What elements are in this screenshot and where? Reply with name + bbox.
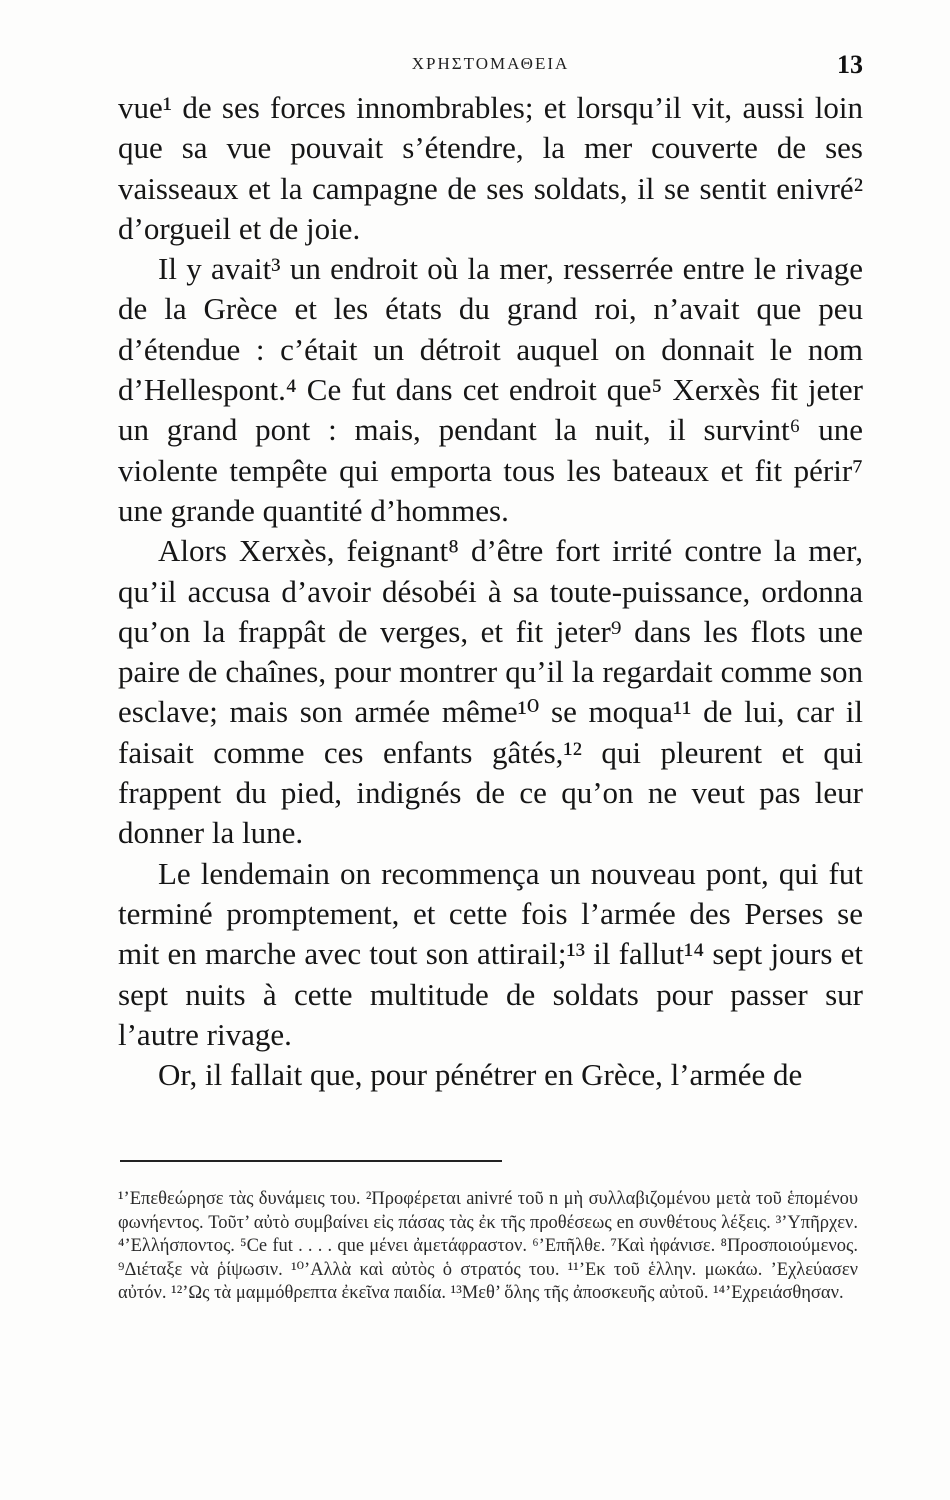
running-head: ΧΡΗΣΤΟΜΑΘΕΙΑ xyxy=(411,54,570,73)
main-text xyxy=(118,88,863,1095)
paragraph: Le lendemain on recommença un nouveau pont, qui fut terminé promptement, et cette fois l’armée des Perses se mit en marche avec tout son attirail;¹³ il fallut¹⁴ sept jours et sept nuits à cette multitude de soldats pour passer sur l’autre rivage. xyxy=(118,855,863,1052)
paragraph: Alors Xerxès, feignant⁸ d’être fort irrité contre la mer, qu’il accusa d’avoir désobéi à sa toute-puissance, ordonna qu’on la frappât de verges, et fit jeter⁹ dans les flots une paire de chaînes, pour montrer qu’il la regardait comme son esclave; mais son armée même¹⁰ se moqua¹¹ de lui, car il faisait comme ces enfants gâtés,¹² qui pleurent et qui frappent du pied, indignés de ce qu’on ne veut pas leur donner la lune. xyxy=(118,533,863,851)
page-number: 13 xyxy=(837,50,863,79)
paragraph: Il y avait³ un endroit où la mer, resserrée entre le rivage de la Grèce et les états du grand roi, n’avait que peu d’étendue : c’était un détroit auquel on donnait le nom d’Hellespont.⁴ Ce fut dans cet endroit que⁵ Xerxès fit jeter un grand pont : mais, pendant la nuit, il survint⁶ une violente tempête qui emporta tous les bateaux et fit périr⁷ une grande quantité d’hommes. xyxy=(118,251,863,528)
footnote-text: ¹’Επεθεώρησε τὰς δυνάμεις του. ²Προφέρεται anivré τοῦ n μὴ συλλαβιζομένου μετὰ τοῦ ἑπομένου φωνήεντος. Τοῦτ’ αὐτὸ συμβαίνει εἰς πάσας τὰς ἐκ τῆς προθέσεως en συνθέτους λέξεις. ³’Υπῆρχεν. ⁴’Ελλήσποντος. ⁵Ce fut . . . . que μένει ἀμετάφραστον. ⁶’Επῆλθε. ⁷Καὶ ἠφάνισε. ⁸Προσποιούμενος. ⁹Διέταξε νὰ ῥίψωσιν. ¹⁰’Αλλὰ καὶ αὐτὸς ὁ στρατός του. ¹¹’Εκ τοῦ ἑλλην. μωκάω. ’Εχλεύασεν αὐτόν. ¹²’Ως τὰ μαμμόθρεπτα ἐκεῖνα παιδία. ¹³Μεθ’ ὅλης τῆς ἀποσκευῆς αὐτοῦ. ¹⁴’Εχρειάσθησαν. xyxy=(118,1189,858,1303)
page-header xyxy=(118,50,863,84)
paragraph: Or, il fallait que, pour pénétrer en Grèce, l’armée de xyxy=(158,1057,803,1093)
paragraph: vue¹ de ses forces innombrables; et lorsqu’il vit, aussi loin que sa vue pouvait s’étendre, la mer couverte de ses vaisseaux et la campagne de ses soldats, il se sentit enivré² d’orgueil et de joie. xyxy=(118,90,863,246)
footnote-rule xyxy=(120,1160,502,1162)
footnotes xyxy=(118,1188,858,1306)
